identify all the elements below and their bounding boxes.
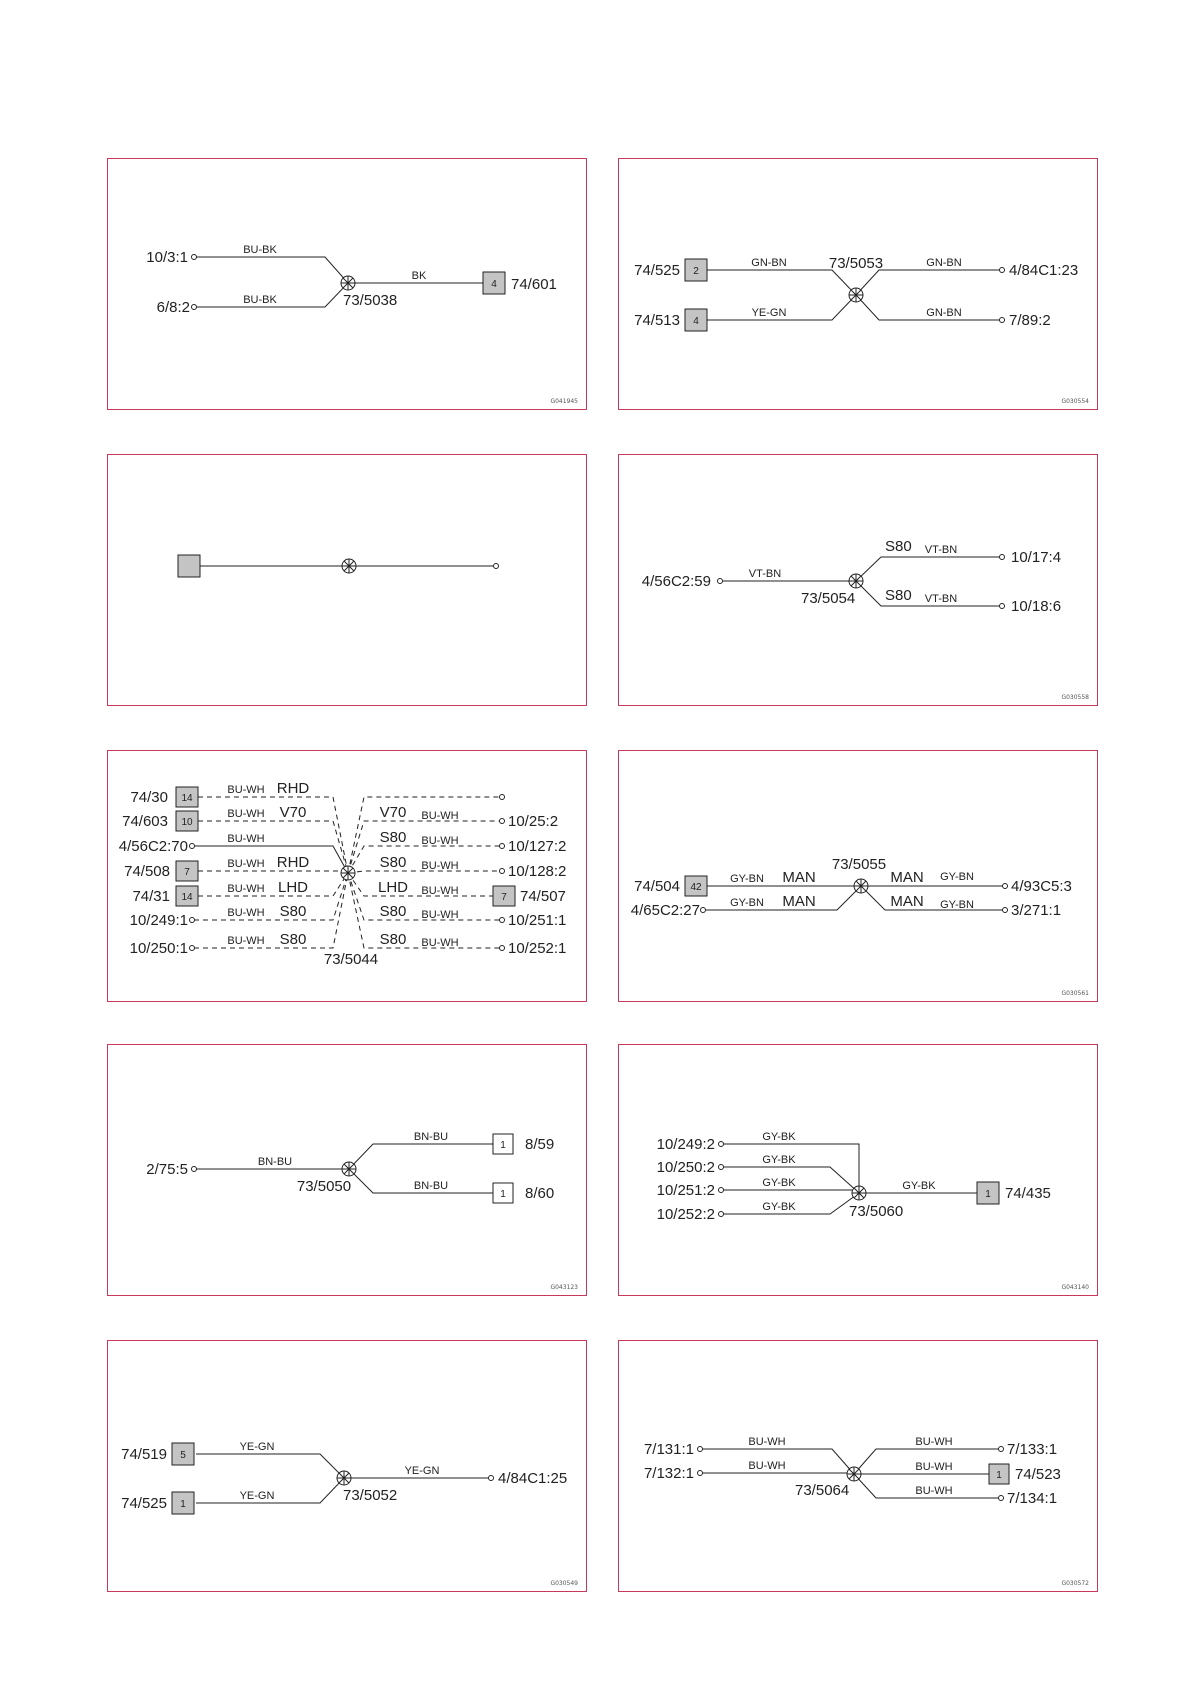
wire (194, 873, 348, 948)
connector-label: 4/56C2:70 (118, 838, 188, 855)
connector-label: 10/17:4 (1011, 549, 1062, 566)
connector-label: 10/128:2 (508, 863, 567, 880)
wire (194, 846, 348, 873)
wire-color: YE-GN (239, 1441, 275, 1453)
connector-label: 74/601 (511, 276, 557, 293)
pin-number: 1 (500, 1140, 506, 1151)
pin-number: 42 (690, 882, 702, 893)
wire-color: BU-WH (748, 1436, 786, 1448)
terminal (701, 908, 706, 913)
splice-point-icon (342, 1162, 356, 1176)
wire-color: YE-GN (239, 1490, 275, 1502)
variant-label: LHD (377, 879, 409, 896)
terminal (999, 1447, 1004, 1452)
connector-label: 74/525 (634, 262, 680, 279)
pin-number: 1 (500, 1189, 506, 1200)
wire-color: BU-WH (421, 810, 459, 822)
wire-color: BU-WH (915, 1485, 953, 1497)
connector-label: 7/131:1 (643, 1441, 694, 1458)
connector-label: 7/132:1 (643, 1465, 694, 1482)
splice-point-icon (337, 1471, 351, 1485)
connector-label: 4/56C2:59 (641, 573, 711, 590)
connector-label: 10/251:2 (656, 1182, 715, 1199)
wire-color: GY-BK (762, 1131, 796, 1143)
figure-code: G030549 (550, 1580, 578, 1587)
terminal (719, 1165, 724, 1170)
wire (198, 873, 348, 896)
connector-label: 74/504 (634, 878, 680, 895)
variant-label: S80 (885, 538, 912, 555)
splice-point-icon (852, 1186, 866, 1200)
pin-number: 1 (996, 1470, 1002, 1481)
variant-label: S80 (379, 854, 407, 871)
variant-label: S80 (279, 903, 307, 920)
connector-label: 74/513 (634, 312, 680, 329)
connector-label: 10/252:1 (508, 940, 567, 957)
terminal (698, 1471, 703, 1476)
pin-number: 7 (184, 867, 190, 878)
terminal (999, 1496, 1004, 1501)
connector-label: 74/30 (130, 789, 168, 806)
terminal (1003, 884, 1008, 889)
splice-point-icon (341, 276, 355, 290)
connector-label: 74/519 (121, 1446, 167, 1463)
connector-label: 10/127:2 (508, 838, 567, 855)
connector-label: 10/250:1 (129, 940, 188, 957)
terminal (494, 564, 499, 569)
splice-point-icon (342, 559, 356, 573)
variant-label: V70 (379, 804, 407, 821)
variant-label: MAN (782, 869, 816, 886)
figure-code: G043123 (550, 1284, 578, 1291)
connector-label: 2/75:5 (146, 1161, 188, 1178)
wire-color: BU-WH (227, 935, 265, 947)
splice-diagram (108, 1341, 588, 1593)
wire-color: BU-WH (227, 833, 265, 845)
terminal (500, 819, 505, 824)
wire (198, 821, 348, 873)
diagram-panel-splice-73-5052 (107, 1340, 587, 1592)
connector-label: 10/250:2 (656, 1159, 715, 1176)
splice-label: 73/5038 (343, 292, 398, 309)
pin-number: 2 (693, 266, 699, 277)
variant-label: MAN (782, 893, 816, 910)
wire-color: GY-BK (762, 1177, 796, 1189)
wire-color: BU-WH (227, 808, 265, 820)
connector-label: 74/525 (121, 1495, 167, 1512)
connector-pin-box (178, 555, 200, 577)
splice-label: 73/5053 (828, 255, 884, 272)
wire-color: BU-WH (227, 858, 265, 870)
diagram-panel-splice-73-5054 (618, 454, 1098, 706)
variant-label: S80 (279, 931, 307, 948)
wire-color: BU-WH (227, 907, 265, 919)
figure-code: G043140 (1061, 1284, 1089, 1291)
terminal (1000, 268, 1005, 273)
terminal (192, 305, 197, 310)
connector-label: 10/18:6 (1011, 598, 1062, 615)
connector-label: 8/60 (525, 1185, 555, 1202)
splice-diagram (108, 455, 588, 707)
connector-label: 74/435 (1005, 1185, 1051, 1202)
terminal (500, 869, 505, 874)
connector-label: 74/603 (122, 813, 168, 830)
diagram-panel-splice-73-5044 (107, 750, 587, 1002)
wire-color: GY-BK (762, 1154, 796, 1166)
terminal (192, 255, 197, 260)
wire-color: BU-WH (227, 883, 265, 895)
pin-number: 10 (181, 817, 193, 828)
splice-point-icon (849, 574, 863, 588)
connector-label: 10/3:1 (146, 249, 188, 266)
figure-code: G030554 (1061, 398, 1089, 405)
pin-number: 4 (693, 316, 699, 327)
terminal (190, 918, 195, 923)
wire-color: BN-BU (257, 1156, 293, 1168)
diagram-panel-splice-73-5060 (618, 1044, 1098, 1296)
splice-label: 73/5054 (801, 590, 856, 607)
figure-code: G030558 (1061, 694, 1089, 701)
connector-label: 74/31 (132, 888, 170, 905)
diagram-panel-splice-73-5038 (107, 158, 587, 410)
wire-color: GN-BN (926, 257, 962, 269)
wire-color: GY-BK (902, 1180, 936, 1192)
wire-color: BU-WH (421, 860, 459, 872)
connector-label: 3/271:1 (1011, 902, 1062, 919)
splice-label: 73/5052 (343, 1487, 398, 1504)
figure-code: G030561 (1061, 990, 1089, 997)
variant-label: RHD (276, 780, 310, 797)
splice-diagram (619, 455, 1099, 707)
splice-point-icon (849, 288, 863, 302)
terminal (1000, 318, 1005, 323)
variant-label: V70 (279, 804, 307, 821)
terminal (192, 1167, 197, 1172)
terminal (719, 1142, 724, 1147)
wire-color: GY-BN (940, 871, 974, 883)
terminal (1003, 908, 1008, 913)
pin-number: 14 (181, 892, 193, 903)
wire-color: BN-BU (413, 1180, 449, 1192)
diagram-panel-template (107, 454, 587, 706)
figure-code: G041945 (550, 398, 578, 405)
variant-label: MAN (890, 893, 924, 910)
variant-label: MAN (890, 869, 924, 886)
splice-label: 73/5055 (831, 856, 887, 873)
connector-label: 7/134:1 (1007, 1490, 1058, 1507)
pin-number: 1 (180, 1499, 186, 1510)
wire-color: GY-BN (940, 899, 974, 911)
terminal (1000, 555, 1005, 560)
splice-label: 73/5060 (849, 1203, 904, 1220)
wire-color: VT-BN (924, 593, 958, 605)
wire-color: BU-WH (421, 835, 459, 847)
connector-label: 6/8:2 (156, 299, 190, 316)
wire-color: GY-BN (730, 873, 764, 885)
terminal (190, 946, 195, 951)
wire-color: BU-WH (421, 885, 459, 897)
splice-diagram (619, 159, 1099, 411)
splice-point-icon (847, 1467, 861, 1481)
splice-point-icon (854, 879, 868, 893)
connector-label: 4/84C1:23 (1009, 262, 1079, 279)
wire-color: BU-WH (421, 909, 459, 921)
splice-diagram (108, 751, 588, 1003)
wire-color: BU-WH (227, 784, 265, 796)
terminal (489, 1476, 494, 1481)
splice-point-icon (341, 866, 355, 880)
terminal (719, 1212, 724, 1217)
variant-label: LHD (277, 879, 309, 896)
wire-color: VT-BN (924, 544, 958, 556)
variant-label: S80 (885, 587, 912, 604)
wire-color: GN-BN (926, 307, 962, 319)
variant-label: S80 (379, 903, 407, 920)
connector-label: 74/507 (520, 888, 566, 905)
connector-label: 7/89:2 (1009, 312, 1051, 329)
splice-diagram (619, 1045, 1099, 1297)
connector-label: 74/508 (124, 863, 170, 880)
diagram-panel-splice-73-5053 (618, 158, 1098, 410)
terminal (719, 1188, 724, 1193)
wire-color: YE-GN (404, 1465, 440, 1477)
connector-label: 10/25:2 (508, 813, 559, 830)
connector-label: 10/249:1 (129, 912, 188, 929)
wire-color: BK (411, 270, 427, 282)
connector-label: 4/84C1:25 (498, 1470, 568, 1487)
terminal (500, 918, 505, 923)
terminal (500, 844, 505, 849)
terminal (500, 795, 505, 800)
wire-color: BU-WH (421, 937, 459, 949)
pin-number: 1 (985, 1189, 991, 1200)
wire-color: GY-BN (730, 897, 764, 909)
connector-label: 10/252:2 (656, 1206, 715, 1223)
variant-label: S80 (379, 829, 407, 846)
terminal (698, 1447, 703, 1452)
diagram-panel-splice-73-5055 (618, 750, 1098, 1002)
terminal (1000, 604, 1005, 609)
terminal (190, 844, 195, 849)
connector-label: 8/59 (525, 1136, 555, 1153)
pin-number: 14 (181, 793, 193, 804)
connector-label: 74/523 (1015, 1466, 1061, 1483)
wire-color: GY-BK (762, 1201, 796, 1213)
diagram-panel-splice-73-5050 (107, 1044, 587, 1296)
wire-color: VT-BN (748, 568, 782, 580)
wire-color: BU-WH (915, 1461, 953, 1473)
variant-label: RHD (276, 854, 310, 871)
splice-diagram (108, 159, 588, 411)
terminal (500, 946, 505, 951)
pin-number: 7 (501, 892, 507, 903)
wire-color: BU-BK (243, 244, 277, 256)
splice-label: 73/5050 (296, 1178, 352, 1195)
splice-diagram (619, 1341, 1099, 1593)
variant-label: S80 (379, 931, 407, 948)
connector-label: 7/133:1 (1007, 1441, 1058, 1458)
splice-diagram (619, 751, 1099, 1003)
connector-label: 4/93C5:3 (1011, 878, 1072, 895)
connector-label: 10/249:2 (656, 1136, 715, 1153)
terminal (718, 579, 723, 584)
splice-diagram (108, 1045, 588, 1297)
wire-color: BN-BU (413, 1131, 449, 1143)
connector-label: 4/65C2:27 (630, 902, 700, 919)
pin-number: 5 (180, 1450, 186, 1461)
wire (861, 886, 1003, 910)
splice-label: 73/5064 (795, 1482, 850, 1499)
wire-color: YE-GN (751, 307, 787, 319)
wire-color: GN-BN (751, 257, 787, 269)
splice-label: 73/5044 (323, 951, 379, 968)
connector-label: 10/251:1 (508, 912, 567, 929)
diagram-panel-splice-73-5064 (618, 1340, 1098, 1592)
pin-number: 4 (491, 279, 497, 290)
wire-color: BU-WH (748, 1460, 786, 1472)
figure-code: G030572 (1061, 1580, 1089, 1587)
wire-color: BU-BK (243, 294, 277, 306)
wire-color: BU-WH (915, 1436, 953, 1448)
wire (198, 797, 348, 873)
